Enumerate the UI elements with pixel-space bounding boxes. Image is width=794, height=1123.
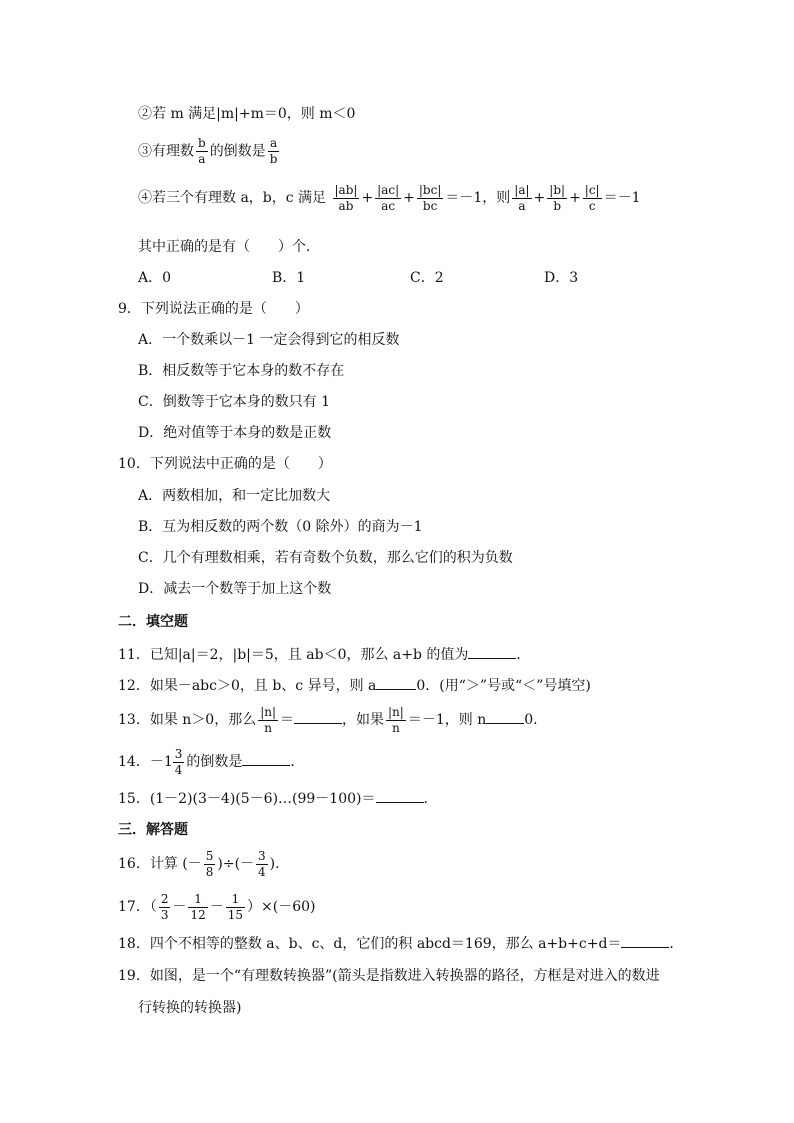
- fraction-numerator: 3: [174, 746, 183, 761]
- plus-sign: +: [569, 190, 581, 206]
- q8-option-d[interactable]: D．3: [544, 270, 579, 286]
- plus-sign: +: [403, 190, 415, 206]
- q15-text: 15．(1－2)(3－4)(5－6)…(99－100)＝: [118, 791, 376, 807]
- q12-hint: 0．(用“＞”号或“＜”号填空): [416, 678, 591, 694]
- q16-prefix: 16．计算 (－: [118, 856, 202, 872]
- q10-option-a[interactable]: A．两数相加，和一定比加数大: [138, 488, 331, 504]
- fraction-one-fifteenth: [226, 892, 245, 923]
- q16-end: )．: [269, 856, 290, 872]
- fraction-three-quarters: [256, 849, 268, 880]
- fraction-numerator: b: [198, 136, 206, 150]
- fraction-abs-n-over-n: [258, 705, 278, 736]
- fraction-numerator: |ac|: [377, 182, 400, 197]
- q9-option-d[interactable]: D．绝对值等于本身的数是正数: [138, 425, 332, 441]
- q8-item-3-prefix: ③有理数: [138, 143, 194, 160]
- q17-end: ）×(－60): [247, 899, 316, 915]
- q8-option-c[interactable]: C．2: [410, 270, 444, 286]
- minus-sign: －: [209, 899, 224, 915]
- q8-item-2: ②若 m 满足|m|+m＝0，则 m＜0: [138, 106, 356, 122]
- fraction-numerator: a: [268, 136, 280, 152]
- fraction-numerator: |n|: [260, 704, 277, 719]
- fraction-denominator: n: [392, 720, 400, 735]
- fraction-denominator: ab: [338, 198, 354, 213]
- q10-option-b[interactable]: B．互为相反数的两个数（0 除外）的商为－1: [138, 519, 423, 535]
- fraction-numerator: |b|: [549, 182, 566, 197]
- q9-option-c[interactable]: C．倒数等于它本身的数只有 1: [138, 394, 331, 410]
- q13-answer-blank-1[interactable]: [294, 709, 342, 724]
- fraction-five-eighths: [204, 849, 216, 880]
- fraction-denominator: 3: [160, 907, 169, 922]
- fraction-numerator: 1: [226, 892, 245, 908]
- q18: [118, 933, 683, 954]
- fraction-numerator: 5: [205, 848, 214, 863]
- q8-item-3: [138, 136, 281, 167]
- fraction-two-thirds: [159, 892, 171, 923]
- q11-answer-blank[interactable]: [468, 644, 516, 659]
- q13: [118, 702, 538, 738]
- q13-condition: ＝－1，则 n: [407, 712, 487, 728]
- q17: [118, 888, 316, 926]
- fraction-denominator: n: [264, 720, 272, 735]
- q13-answer-blank-2[interactable]: [486, 709, 524, 724]
- fraction-numerator: |bc|: [418, 182, 442, 197]
- q12: [118, 675, 591, 696]
- q14: [118, 744, 304, 780]
- q10-stem: 10．下列说法中正确的是（ ）: [118, 456, 332, 472]
- plus-sign: +: [361, 190, 374, 206]
- fraction-abs-ab: [333, 183, 360, 214]
- fraction-denominator: 15: [227, 907, 244, 922]
- q9-stem: 9．下列说法正确的是（ ）: [118, 301, 309, 317]
- q12-answer-blank[interactable]: [376, 675, 416, 690]
- q8-item-4-equals-2: ＝－1: [603, 190, 641, 206]
- fraction-abs-c: [583, 183, 602, 214]
- fraction-denominator: 8: [205, 864, 214, 879]
- fraction-b-over-a: [196, 136, 208, 167]
- minus-sign: －: [172, 899, 187, 915]
- fraction-numerator: 3: [258, 848, 266, 863]
- q15-end: ．: [423, 791, 438, 807]
- equals-sign: ＝: [280, 712, 295, 728]
- q19-line-1: 19．如图，是一个“有理数转换器”(箭头是指数进入转换器的路径，方框是对进入的数进: [118, 968, 660, 984]
- fraction-numerator: |c|: [584, 182, 600, 197]
- fraction-numerator: |ab|: [334, 182, 358, 197]
- fraction-numerator: |a|: [514, 182, 530, 197]
- q13-mid: ，如果: [342, 712, 385, 728]
- fraction-one-twelfth: [188, 892, 207, 923]
- q13-end: 0.: [524, 712, 538, 728]
- q8-option-a[interactable]: A．0: [138, 270, 172, 286]
- q12-text: 12．如果－abc＞0，且 b、c 异号，则 a: [118, 678, 377, 694]
- fraction-numerator: |n|: [388, 704, 404, 719]
- fraction-abs-n-over-n-2: [386, 705, 406, 736]
- q16: [118, 846, 289, 882]
- q8-item-4: [138, 178, 641, 218]
- fraction-numerator: 2: [160, 891, 169, 906]
- q11: [118, 644, 530, 665]
- q8-stem: 其中正确的是有（ ）个．: [138, 239, 320, 255]
- q14-end: ．: [290, 754, 305, 770]
- q19-line-2: 行转换的转换器): [138, 1000, 242, 1016]
- q11-end: ．: [516, 647, 531, 663]
- fraction-denominator: bc: [422, 198, 438, 213]
- q10-option-c[interactable]: C．几个有理数相乘，若有奇数个负数，那么它们的积为负数: [138, 550, 513, 566]
- q18-text: 18．四个不相等的整数 a、b、c、d，它们的积 abcd＝169，那么 a+b+c+d＝: [118, 936, 622, 952]
- q8-option-b[interactable]: B．1: [272, 270, 306, 286]
- q8-item-4-prefix: ④若三个有理数 a，b，c 满足: [138, 190, 327, 206]
- section-solve-heading: 三．解答题: [118, 822, 188, 838]
- q9-option-b[interactable]: B．相反数等于它本身的数不存在: [138, 363, 345, 379]
- q11-text: 11．已知|a|＝2，|b|＝5，且 ab＜0，那么 a+b 的值为: [118, 647, 469, 663]
- fraction-denominator: ac: [381, 198, 396, 213]
- fraction-abs-bc: [417, 183, 444, 214]
- fraction-denominator: 4: [258, 864, 266, 879]
- fraction-denominator: b: [269, 152, 278, 166]
- fraction-abs-b: [547, 183, 567, 214]
- q18-answer-blank[interactable]: [621, 933, 669, 948]
- q13-prefix: 13．如果 n＞0，那么: [118, 712, 257, 728]
- fraction-numerator: 1: [188, 892, 207, 908]
- fraction-denominator: a: [518, 198, 526, 213]
- fraction-denominator: 4: [174, 762, 183, 777]
- q9-option-a[interactable]: A．一个数乘以－1 一定会得到它的相反数: [138, 332, 400, 348]
- q8-item-4-equals: ＝－1，则: [445, 190, 511, 206]
- plus-sign: +: [533, 190, 546, 206]
- fraction-abs-a: [512, 183, 531, 214]
- fraction-abs-ac: [375, 183, 401, 214]
- q16-mid: )÷(－: [217, 856, 255, 872]
- q17-prefix: 17．（: [118, 899, 157, 915]
- q8-item-3-mid: 的倒数是: [209, 143, 266, 160]
- q14-mid: 的倒数是: [186, 754, 243, 770]
- fraction-three-quarters: [173, 747, 185, 778]
- fraction-denominator: c: [588, 198, 596, 213]
- q18-end: ．: [669, 936, 684, 952]
- fraction-denominator: 12: [190, 907, 206, 922]
- q15: [118, 788, 438, 809]
- fraction-denominator: a: [198, 152, 206, 166]
- q14-answer-blank[interactable]: [242, 751, 290, 766]
- q8-options: [138, 268, 578, 288]
- fraction-a-over-b: [268, 136, 280, 167]
- q10-option-d[interactable]: D．减去一个数等于加上这个数: [138, 581, 332, 597]
- section-fill-in-blank-heading: 二．填空题: [118, 614, 188, 630]
- q14-prefix: 14．－1: [118, 754, 173, 770]
- fraction-denominator: b: [553, 198, 562, 213]
- q15-answer-blank[interactable]: [376, 788, 424, 803]
